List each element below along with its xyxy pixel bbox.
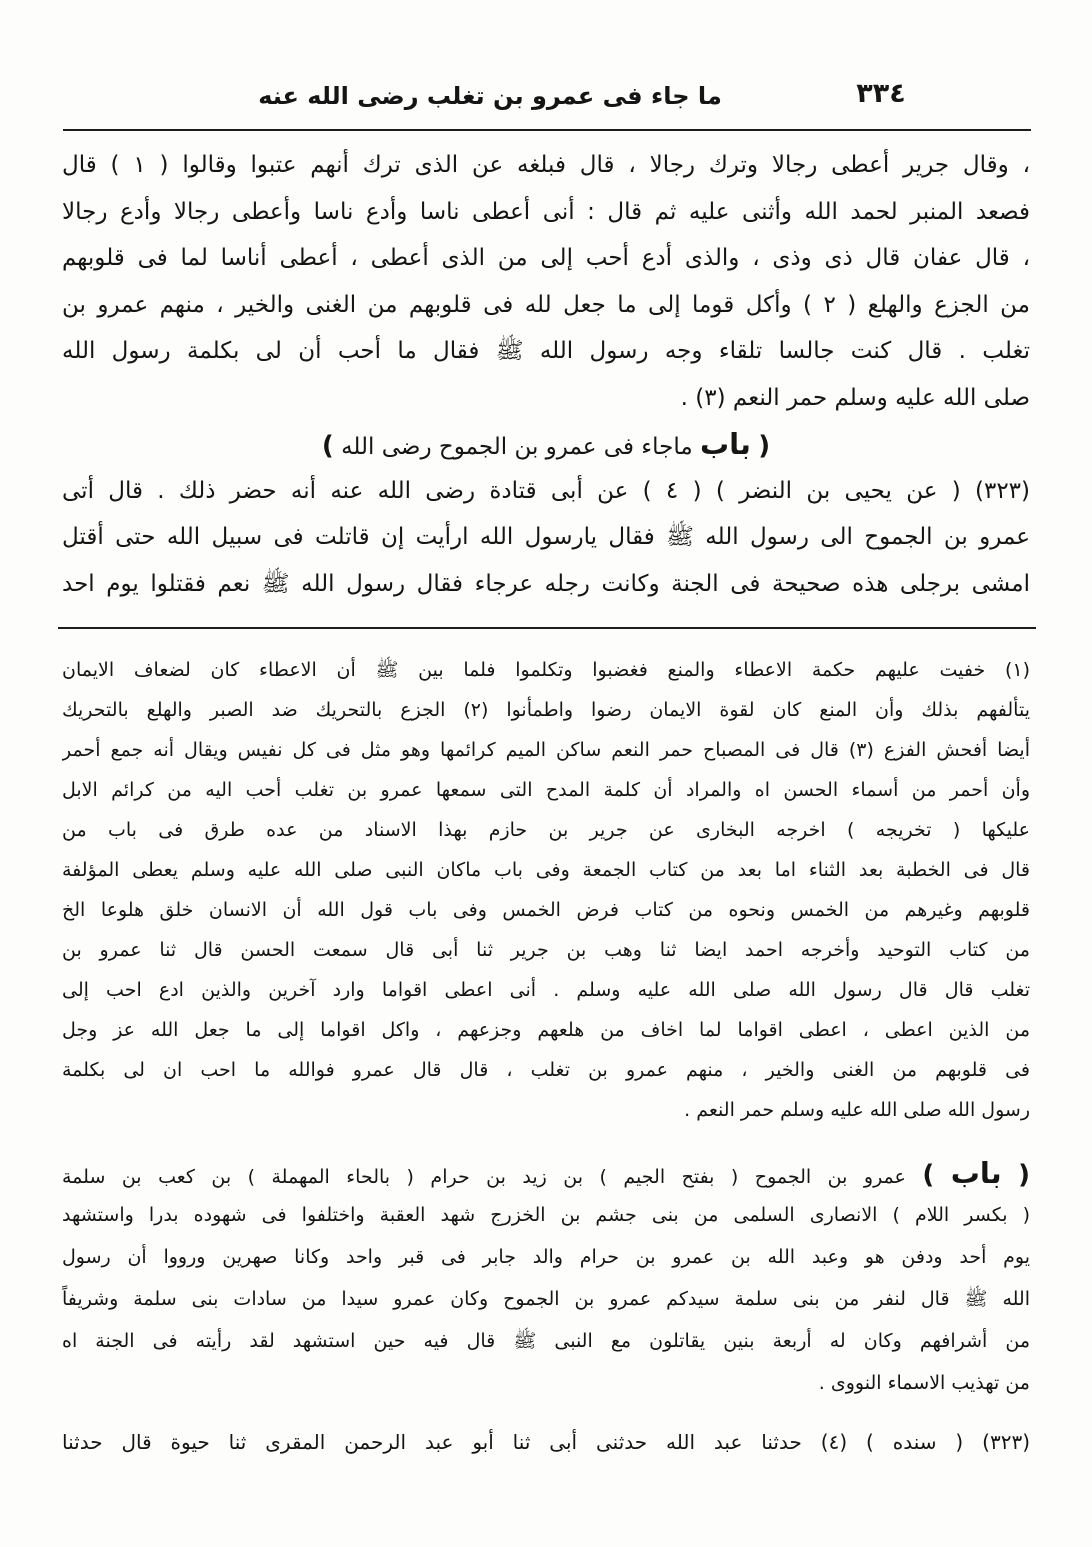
bab-note-line: من أشرافهم وكان له أربعة بنين يقاتلون مع النبى ﷺ قال فيه حين استشهد لقد رأيته فى الجنة اه — [62, 1330, 1030, 1352]
footnote-line: يتألفهم بذلك وأن المنع كان لقوة الايمان رضوا واطمأنوا (٢) الجزع بالتحريك ضد الصبر والهلع بالتحريك — [62, 699, 1030, 721]
bab-note-line: ( بكسر اللام ) الانصارى السلمى من بنى جشم بن الخزرج شهد العقبة واختلفوا فى شهوده بدرا واستشهد — [62, 1204, 1030, 1226]
main-line: صلى الله عليه وسلم حمر النعم (٣) . — [680, 384, 1030, 411]
footnote-line: (١) خفيت عليهم حكمة الاعطاء والمنع فغضبوا وتكلموا فلما بين ﷺ أن الاعطاء كان لضعاف الايمان — [62, 659, 1030, 681]
main-line: فصعد المنبر لحمد الله وأثنى عليه ثم قال : أنى أعطى ناسا وأدع ناسا وأعطى رجالا وأدع رجالا — [62, 198, 1030, 225]
footnote-line: أيضا أفحش الفزع (٣) قال فى المصباح حمر النعم ساكن الميم كرائمها وهو مثل فى كل نفيس ويقال أنه جمع أحمر — [62, 739, 1030, 761]
header-rule — [63, 129, 1031, 131]
footnote-line: قلوبهم وغيرهم من الخمس ونحوه من كتاب فرض الخمس وفى باب قول الله أن الانسان خلق هلوعا الخ — [62, 899, 1030, 921]
main-line: امشى برجلى هذه صحيحة فى الجنة وكانت رجله عرجاء فقال رسول الله ﷺ نعم فقتلوا يوم احد — [62, 570, 1030, 597]
footnote-line: فى قلوبهم من الغنى والخير ، منهم عمرو بن تغلب ، قال قال عمرو فوالله ما احب ان لى بكلمة — [62, 1059, 1030, 1081]
footnote-line: تغلب قال قال رسول الله صلى الله عليه وسلم . أنى اعطى اقواما وارد آخرين والذين ادع احب إلى — [62, 979, 1030, 1001]
bab-note-line: الله ﷺ قال لنفر من بنى سلمة سيدكم عمرو بن الجموح وكان عمرو سيدا من سادات بنى سلمة وشريفاً — [62, 1288, 1030, 1310]
main-line: ، وقال جرير أعطى رجالا وترك رجالا ، قال فبلغه عن الذى ترك أنهم عتبوا وقالوا ( ١ ) قال — [62, 152, 1030, 178]
heading-bab-word: باب — [699, 427, 751, 461]
bab-note — [62, 1152, 1030, 1404]
heading-open-paren: ( — [758, 431, 771, 461]
section-heading — [62, 421, 1030, 468]
footnote-line: من الذين اعطى ، اعطى اقواما لما اخاف من هلعهم وجزعهم ، واكل اقواما إلى ما جعل الله عز وجل — [62, 1019, 1030, 1041]
bab-close-paren: ) — [922, 1160, 935, 1190]
sanad-line: (٣٢٣) ( سنده ) (٤) حدثنا عبد الله حدثنى أبى ثنا أبو عبد الرحمن المقرى ثنا حيوة قال حدثنا — [62, 1430, 1030, 1454]
heading-text: ماجاء فى عمرو بن الجموح رضى الله — [341, 434, 693, 460]
bab-open-paren: ( — [1018, 1160, 1030, 1190]
footnote-separator — [58, 627, 1036, 629]
footnote-line: وأن أحمر من أسماء الحسن اه والمراد أن كلمة المدح التى سمعها عمرو بن تغلب أحب اليه من كرائم الابل — [62, 779, 1030, 801]
bab-note-line: من تهذيب الاسماء النووى . — [818, 1372, 1030, 1394]
main-line: من الجزع والهلع ( ٢ ) وأكل قوما إلى ما جعل لله فى قلوبهم من الغنى والخير ، منهم عمرو بن — [62, 291, 1030, 318]
main-line: عمرو بن الجموح الى رسول الله ﷺ فقال يارسول الله ارأيت إن قاتلت فى سبيل الله حتى أقتل — [62, 524, 1030, 550]
footnote-line: من كتاب التوحيد وأخرجه احمد ايضا ثنا وهب بن جرير ثنا أبى قال سمعت الحسن قال ثنا عمرو بن — [62, 939, 1030, 961]
main-text — [62, 142, 1030, 607]
footnote-line: رسول الله صلى الله عليه وسلم حمر النعم . — [684, 1099, 1030, 1121]
bab-note-line: يوم أحد ودفن هو وعبد الله بن عمرو بن حرام والد جابر فى قبر واحد وكانا صهرين ورووا أن رسول — [62, 1246, 1030, 1268]
heading-close-paren: ) — [321, 431, 334, 461]
footnote-line: قال فى الخطبة بعد الثناء اما بعد من كتاب الجمعة وفى باب ماكان النبى صلى الله عليه وسلم يعطى المؤلفة — [62, 859, 1030, 881]
sanad-note — [62, 1420, 1030, 1464]
bab-label: باب — [950, 1156, 1002, 1190]
bab-note-text: عمرو بن الجموح ( بفتح الجيم ) بن زيد بن حرام ( بالحاء المهملة ) بن كعب بن سلمة — [62, 1166, 906, 1188]
bab-note-line — [62, 1152, 1030, 1194]
footnotes — [62, 650, 1030, 1130]
running-title: ما جاء فى عمرو بن تغلب رضى الله عنه — [258, 82, 722, 110]
main-line: تغلب . قال كنت جالسا تلقاء وجه رسول الله ﷺ فقال ما أحب أن لى بكلمة رسول الله — [62, 338, 1030, 364]
main-line: (٣٢٣) ( عن يحيى بن النضر ) ( ٤ ) عن أبى قتادة رضى الله عنه أنه حضر ذلك . قال أتى — [62, 477, 1030, 504]
footnote-line: عليكها ( تخريجه ) اخرجه البخارى عن جرير بن حازم بهذا الاسناد من عده طرق فى باب من — [62, 819, 1030, 841]
main-line: ، قال عفان قال ذى وذى ، والذى أدع أحب إلى من الذى أعطى ، أعطى أناسا لما فى قلوبهم — [62, 245, 1030, 271]
page-number: ٣٣٤ — [856, 78, 906, 109]
